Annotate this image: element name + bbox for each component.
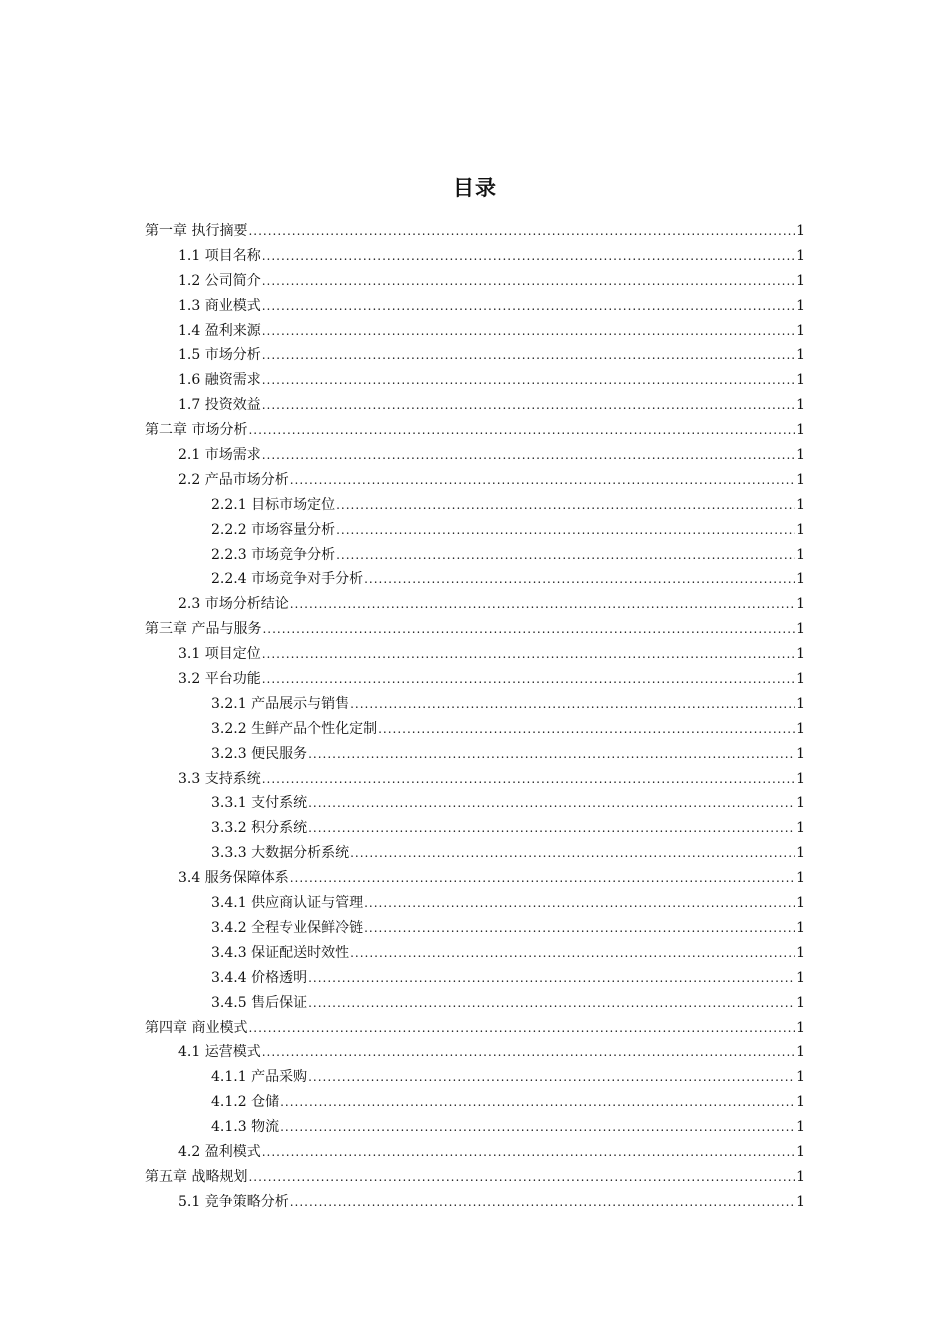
toc-entry[interactable] bbox=[145, 717, 805, 742]
toc-entry-page-number: 1 bbox=[796, 695, 805, 712]
toc-entry[interactable] bbox=[145, 966, 805, 991]
toc-entry[interactable] bbox=[145, 543, 805, 568]
toc-entry-label: 3.4.4 价格透明 bbox=[211, 969, 308, 986]
toc-entry[interactable] bbox=[145, 368, 805, 393]
toc-entry[interactable] bbox=[145, 1016, 805, 1041]
toc-entry[interactable] bbox=[145, 1190, 805, 1215]
toc-entry-label: 4.1 运营模式 bbox=[178, 1044, 261, 1061]
toc-entry[interactable] bbox=[145, 418, 805, 443]
toc-entry-label: 2.2.3 市场竞争分析 bbox=[211, 546, 336, 563]
toc-entry-page-number: 1 bbox=[796, 546, 805, 563]
toc-entry-page-number: 1 bbox=[796, 1069, 805, 1086]
toc-entry-page-number: 1 bbox=[796, 247, 805, 264]
toc-entry-label: 第三章 产品与服务 bbox=[145, 621, 262, 638]
toc-entry-page-number: 1 bbox=[796, 969, 805, 986]
toc-leader-dots bbox=[280, 1090, 795, 1115]
table-of-contents bbox=[145, 219, 805, 1215]
toc-entry[interactable] bbox=[145, 1090, 805, 1115]
toc-entry[interactable] bbox=[145, 767, 805, 792]
toc-entry-page-number: 1 bbox=[796, 1119, 805, 1136]
toc-leader-dots bbox=[262, 244, 795, 269]
toc-entry-page-number: 1 bbox=[796, 994, 805, 1011]
toc-entry-page-number: 1 bbox=[796, 919, 805, 936]
toc-entry-page-number: 1 bbox=[796, 521, 805, 538]
toc-entry[interactable] bbox=[145, 991, 805, 1016]
toc-entry-label: 2.2.1 目标市场定位 bbox=[211, 496, 336, 513]
toc-entry-label: 2.2.4 市场竞争对手分析 bbox=[211, 571, 364, 588]
toc-entry[interactable] bbox=[145, 866, 805, 891]
toc-entry-label: 3.2.3 便民服务 bbox=[211, 745, 308, 762]
toc-leader-dots bbox=[262, 269, 795, 294]
toc-entry[interactable] bbox=[145, 742, 805, 767]
toc-leader-dots bbox=[262, 393, 795, 418]
toc-leader-dots bbox=[290, 866, 795, 891]
toc-entry-page-number: 1 bbox=[796, 447, 805, 464]
toc-leader-dots bbox=[364, 891, 795, 916]
toc-leader-dots bbox=[262, 767, 795, 792]
toc-entry[interactable] bbox=[145, 269, 805, 294]
toc-entry-page-number: 1 bbox=[796, 770, 805, 787]
toc-leader-dots bbox=[308, 742, 795, 767]
toc-entry-label: 1.7 投资效益 bbox=[178, 397, 261, 414]
toc-entry-label: 1.1 项目名称 bbox=[178, 247, 261, 264]
toc-entry[interactable] bbox=[145, 319, 805, 344]
toc-leader-dots bbox=[290, 468, 795, 493]
toc-entry-label: 5.1 竞争策略分析 bbox=[178, 1193, 289, 1210]
toc-leader-dots bbox=[248, 418, 795, 443]
toc-entry-label: 2.1 市场需求 bbox=[178, 447, 261, 464]
toc-leader-dots bbox=[262, 319, 795, 344]
toc-entry[interactable] bbox=[145, 816, 805, 841]
toc-entry-label: 第一章 执行摘要 bbox=[145, 223, 248, 239]
toc-leader-dots bbox=[280, 1115, 795, 1140]
toc-leader-dots bbox=[336, 493, 795, 518]
toc-leader-dots bbox=[262, 1040, 795, 1065]
toc-entry-label: 第五章 战略规划 bbox=[145, 1168, 248, 1185]
toc-entry-label: 4.1.3 物流 bbox=[211, 1119, 280, 1136]
toc-entry[interactable] bbox=[145, 692, 805, 717]
toc-entry-label: 3.4 服务保障体系 bbox=[178, 870, 289, 887]
toc-entry-label: 3.4.2 全程专业保鲜冷链 bbox=[211, 919, 364, 936]
toc-entry[interactable] bbox=[145, 244, 805, 269]
toc-entry-page-number: 1 bbox=[796, 397, 805, 414]
toc-leader-dots bbox=[290, 592, 795, 617]
toc-entry-label: 4.1.1 产品采购 bbox=[211, 1069, 308, 1086]
toc-entry-page-number: 1 bbox=[796, 646, 805, 663]
toc-entry[interactable] bbox=[145, 667, 805, 692]
toc-entry-label: 4.2 盈利模式 bbox=[178, 1143, 261, 1160]
toc-leader-dots bbox=[308, 1065, 795, 1090]
toc-leader-dots bbox=[262, 1140, 795, 1165]
toc-entry-page-number: 1 bbox=[796, 671, 805, 688]
toc-leader-dots bbox=[262, 343, 795, 368]
toc-entry-page-number: 1 bbox=[796, 297, 805, 314]
toc-leader-dots bbox=[336, 518, 795, 543]
toc-entry[interactable] bbox=[145, 1115, 805, 1140]
toc-entry[interactable] bbox=[145, 294, 805, 319]
toc-entry[interactable] bbox=[145, 1040, 805, 1065]
toc-entry[interactable] bbox=[145, 1165, 805, 1190]
toc-entry-page-number: 1 bbox=[796, 223, 805, 239]
toc-entry-label: 3.4.1 供应商认证与管理 bbox=[211, 895, 364, 912]
toc-entry[interactable] bbox=[145, 1140, 805, 1165]
toc-leader-dots bbox=[308, 791, 795, 816]
toc-entry-label: 3.3.1 支付系统 bbox=[211, 795, 308, 812]
toc-entry-page-number: 1 bbox=[796, 272, 805, 289]
toc-entry-page-number: 1 bbox=[796, 471, 805, 488]
toc-entry[interactable] bbox=[145, 841, 805, 866]
toc-entry-page-number: 1 bbox=[796, 720, 805, 737]
toc-entry-label: 3.3.2 积分系统 bbox=[211, 820, 308, 837]
toc-entry-page-number: 1 bbox=[796, 621, 805, 638]
toc-entry[interactable] bbox=[145, 493, 805, 518]
toc-entry[interactable] bbox=[145, 891, 805, 916]
toc-entry-label: 1.5 市场分析 bbox=[178, 347, 261, 364]
toc-entry-label: 1.6 融资需求 bbox=[178, 372, 261, 389]
toc-entry[interactable] bbox=[145, 791, 805, 816]
toc-leader-dots bbox=[350, 841, 795, 866]
toc-entry-page-number: 1 bbox=[796, 496, 805, 513]
toc-entry-page-number: 1 bbox=[796, 870, 805, 887]
toc-leader-dots bbox=[308, 816, 795, 841]
toc-entry-label: 第四章 商业模式 bbox=[145, 1019, 248, 1036]
toc-entry-label: 第二章 市场分析 bbox=[145, 422, 248, 439]
toc-entry-label: 3.2 平台功能 bbox=[178, 671, 261, 688]
toc-entry-label: 3.2.1 产品展示与销售 bbox=[211, 695, 350, 712]
toc-entry-label: 3.2.2 生鲜产品个性化定制 bbox=[211, 720, 378, 737]
toc-entry-label: 2.2 产品市场分析 bbox=[178, 471, 289, 488]
toc-entry-page-number: 1 bbox=[796, 895, 805, 912]
toc-entry-label: 3.4.3 保证配送时效性 bbox=[211, 944, 350, 961]
toc-entry-label: 3.1 项目定位 bbox=[178, 646, 261, 663]
toc-entry[interactable] bbox=[145, 443, 805, 468]
toc-entry[interactable] bbox=[145, 941, 805, 966]
toc-entry[interactable] bbox=[145, 592, 805, 617]
toc-entry[interactable] bbox=[145, 916, 805, 941]
toc-leader-dots bbox=[262, 294, 795, 319]
toc-entry[interactable] bbox=[145, 1065, 805, 1090]
toc-entry-page-number: 1 bbox=[796, 347, 805, 364]
toc-leader-dots bbox=[350, 692, 795, 717]
toc-entry-page-number: 1 bbox=[796, 944, 805, 961]
toc-leader-dots bbox=[290, 1190, 795, 1215]
toc-entry-page-number: 1 bbox=[796, 372, 805, 389]
toc-entry-page-number: 1 bbox=[796, 845, 805, 862]
toc-leader-dots bbox=[378, 717, 795, 742]
toc-leader-dots bbox=[336, 543, 795, 568]
toc-entry[interactable] bbox=[145, 343, 805, 368]
toc-leader-dots bbox=[248, 1016, 795, 1041]
toc-entry-label: 2.2.2 市场容量分析 bbox=[211, 521, 336, 538]
toc-entry[interactable] bbox=[145, 617, 805, 642]
toc-leader-dots bbox=[248, 219, 795, 244]
page-title: 目录 bbox=[453, 176, 497, 200]
toc-entry-page-number: 1 bbox=[796, 596, 805, 613]
toc-entry-page-number: 1 bbox=[796, 422, 805, 439]
toc-entry[interactable] bbox=[145, 468, 805, 493]
toc-entry-label: 1.3 商业模式 bbox=[178, 297, 261, 314]
toc-entry-page-number: 1 bbox=[796, 820, 805, 837]
toc-entry-label: 4.1.2 仓储 bbox=[211, 1094, 280, 1111]
toc-entry-label: 2.3 市场分析结论 bbox=[178, 596, 289, 613]
toc-entry-page-number: 1 bbox=[796, 745, 805, 762]
toc-entry[interactable] bbox=[145, 518, 805, 543]
toc-entry-page-number: 1 bbox=[796, 322, 805, 339]
toc-leader-dots bbox=[262, 368, 795, 393]
toc-entry-label: 1.4 盈利来源 bbox=[178, 322, 261, 339]
toc-entry[interactable] bbox=[145, 567, 805, 592]
toc-entry-page-number: 1 bbox=[796, 1168, 805, 1185]
toc-leader-dots bbox=[364, 567, 795, 592]
toc-entry[interactable] bbox=[145, 219, 805, 244]
toc-leader-dots bbox=[308, 991, 795, 1016]
toc-entry-page-number: 1 bbox=[796, 1143, 805, 1160]
toc-entry-page-number: 1 bbox=[796, 795, 805, 812]
toc-leader-dots bbox=[262, 443, 795, 468]
toc-entry-page-number: 1 bbox=[796, 571, 805, 588]
toc-entry-label: 3.3.3 大数据分析系统 bbox=[211, 845, 350, 862]
toc-entry-label: 3.4.5 售后保证 bbox=[211, 994, 308, 1011]
toc-entry[interactable] bbox=[145, 642, 805, 667]
toc-leader-dots bbox=[308, 966, 795, 991]
toc-entry-page-number: 1 bbox=[796, 1094, 805, 1111]
toc-entry-page-number: 1 bbox=[796, 1019, 805, 1036]
toc-entry-page-number: 1 bbox=[796, 1044, 805, 1061]
toc-leader-dots bbox=[262, 642, 795, 667]
toc-leader-dots bbox=[262, 667, 795, 692]
toc-entry-page-number: 1 bbox=[796, 1193, 805, 1210]
toc-leader-dots bbox=[262, 617, 795, 642]
toc-leader-dots bbox=[364, 916, 795, 941]
toc-leader-dots bbox=[350, 941, 795, 966]
toc-entry[interactable] bbox=[145, 393, 805, 418]
toc-leader-dots bbox=[248, 1165, 795, 1190]
toc-entry-label: 3.3 支持系统 bbox=[178, 770, 261, 787]
toc-entry-label: 1.2 公司简介 bbox=[178, 272, 261, 289]
